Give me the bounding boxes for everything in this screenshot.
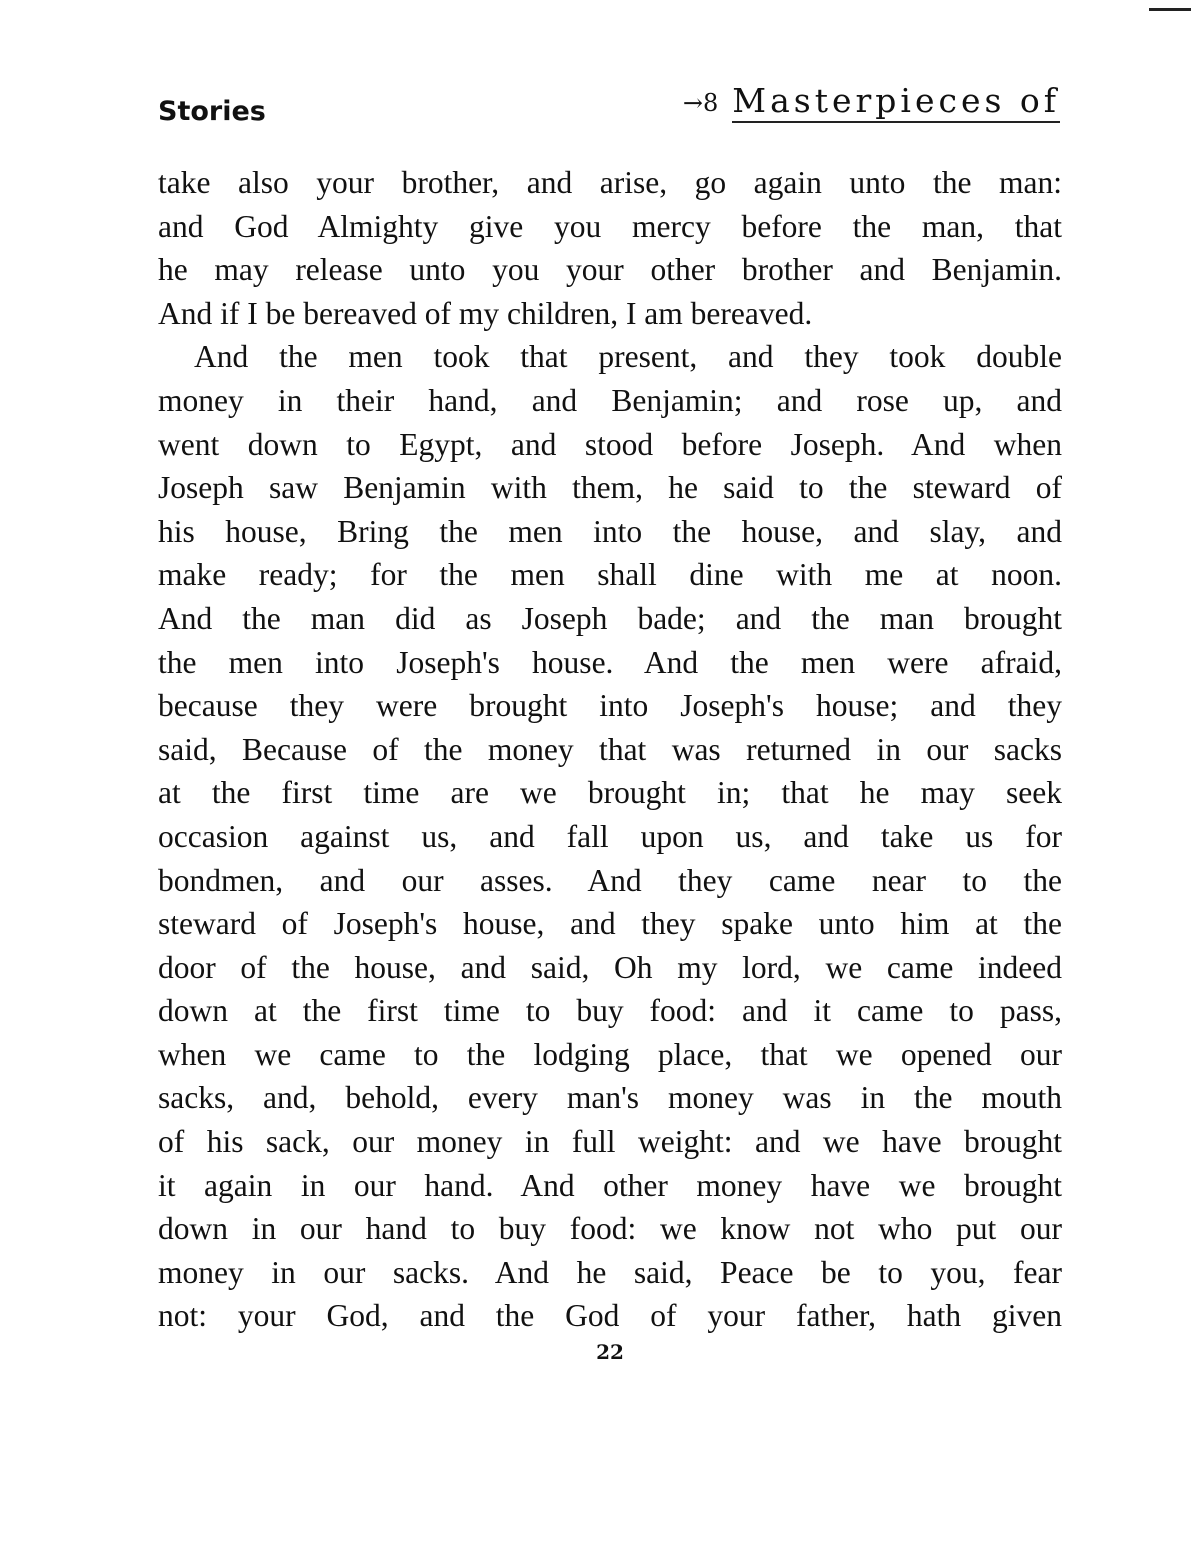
text-line: at the first time are we brought in; that he may seek <box>158 775 1062 811</box>
text-line: when we came to the lodging place, that we opened our <box>158 1036 1062 1072</box>
text-line: said, Because of the money that was returned in our sacks <box>158 731 1062 767</box>
text-line: his house, Bring the men into the house, and slay, and <box>158 513 1062 549</box>
text-line: down at the first time to buy food: and it came to pass, <box>158 993 1062 1029</box>
text-line: And the man did as Joseph bade; and the man brought <box>158 600 1062 636</box>
page-number: 22 <box>596 1340 624 1364</box>
page-header <box>158 81 1060 134</box>
paragraph-start-line: And the men took that present, and they took double <box>194 339 1062 375</box>
running-head <box>682 81 1060 123</box>
text-line: make ready; for the men shall dine with me at noon. <box>158 557 1062 593</box>
text-line: sacks, and, behold, every man's money was in the mouth <box>158 1080 1062 1116</box>
text-line: of his sack, our money in full weight: and we have brought <box>158 1124 1062 1160</box>
text-line: door of the house, and said, Oh my lord, we came indeed <box>158 949 1062 985</box>
text-line: take also your brother, and arise, go again unto the man: <box>158 165 1062 200</box>
text-line: Joseph saw Benjamin with them, he said to the steward of <box>158 470 1062 506</box>
section-label: Stories <box>158 96 266 127</box>
text-line: and God Almighty give you mercy before the man, that <box>158 208 1062 244</box>
text-line: not: your God, and the God of your father, hath given <box>158 1298 1062 1334</box>
text-line: down in our hand to buy food: we know not who put our <box>158 1211 1062 1247</box>
text-line: it again in our hand. And other money have we brought <box>158 1167 1062 1203</box>
text-line: bondmen, and our asses. And they came near to the <box>158 862 1062 898</box>
running-title: Masterpieces of <box>732 84 1060 123</box>
text-line: money in our sacks. And he said, Peace be to you, fear <box>158 1254 1062 1290</box>
scan-edge-mark <box>1149 8 1191 11</box>
text-line: the men into Joseph's house. And the men were afraid, <box>158 644 1062 680</box>
text-line: occasion against us, and fall upon us, and take us for <box>158 818 1062 854</box>
text-line: And if I be bereaved of my children, I am bereaved. <box>158 295 813 331</box>
text-line: because they were brought into Joseph's house; and they <box>158 688 1062 724</box>
text-line: steward of Joseph's house, and they spake unto him at the <box>158 906 1062 942</box>
text-line: money in their hand, and Benjamin; and rose up, and <box>158 382 1062 418</box>
body-text <box>158 161 1062 1338</box>
text-line: went down to Egypt, and stood before Joseph. And when <box>158 426 1062 462</box>
text-line: he may release unto you your other brother and Benjamin. <box>158 252 1062 288</box>
ornament-icon: →8 <box>682 89 719 117</box>
